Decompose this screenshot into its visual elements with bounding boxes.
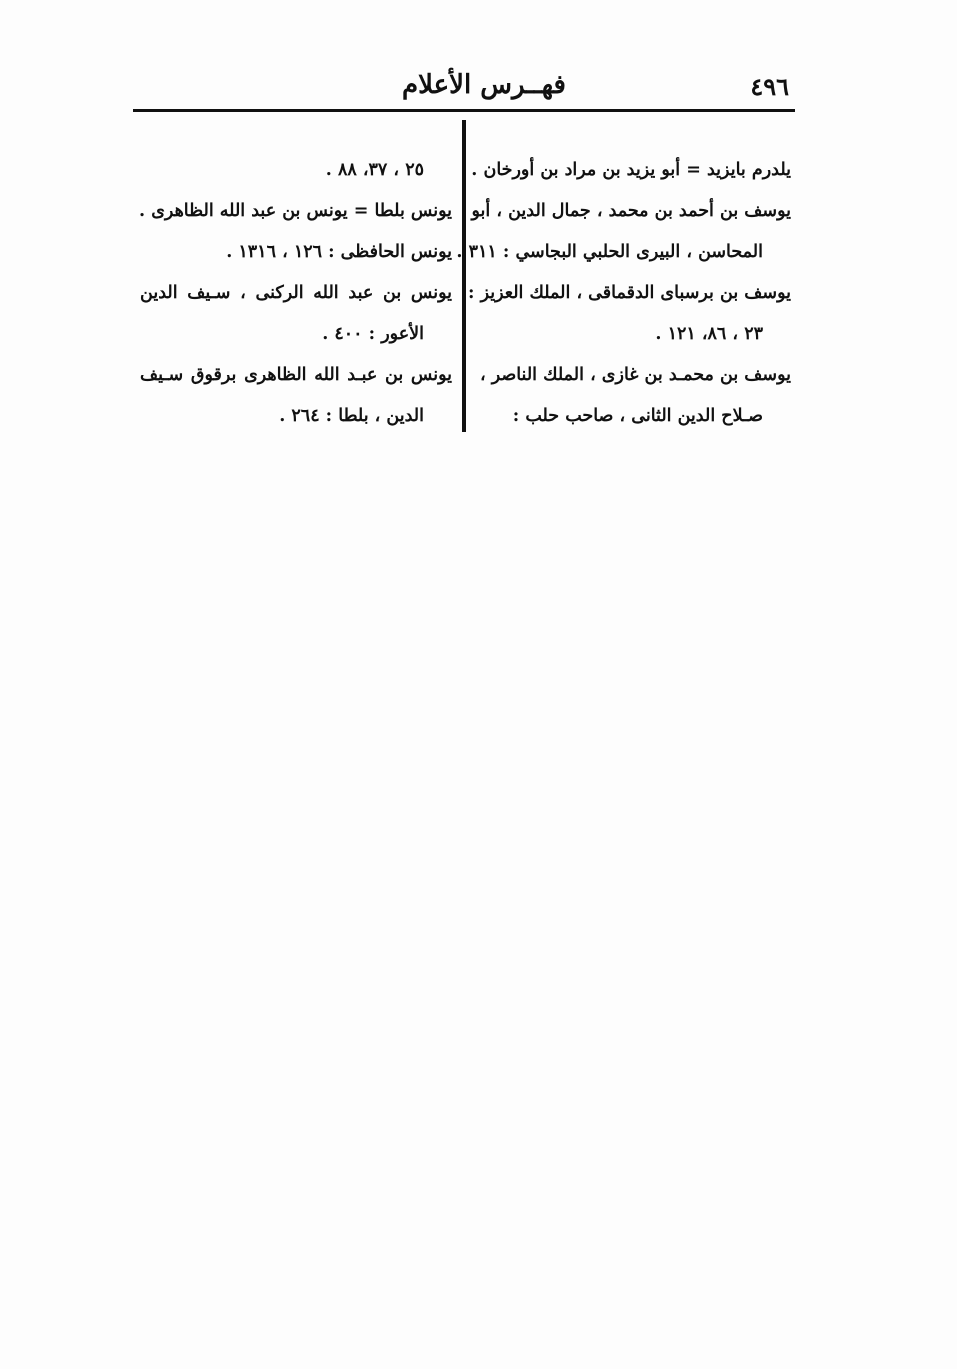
running-title: فهــرس الأعلام (402, 70, 566, 100)
page-number: ٤٩٦ (750, 72, 789, 101)
index-entry-line: يونس بلطا = يونس بن عبد الله الظاهرى . (139, 201, 452, 221)
page-header (133, 66, 795, 110)
index-entry-line: يوسف بن محمـد بن غازى ، الملك الناصر ، (479, 365, 791, 385)
index-entry-line: يوسف بن برسباى الدقماقى ، الملك العزيز : (468, 283, 791, 303)
index-entry-line: يونس الحافظى : ١٢٦ ، ١٣١٦ . (226, 242, 452, 262)
index-entry-line: الأعور : ٤٠٠ . (322, 324, 424, 344)
header-rule (133, 109, 795, 112)
index-column-left (140, 150, 452, 437)
index-entry-line: يوسف بن أحمد بن محمد ، جمال الدين ، أبو (471, 201, 791, 221)
index-entry-line: ٢٥ ، ٣٧، ٨٨ . (325, 160, 424, 180)
index-entry-line: يونس بن عبـد الله الظاهرى برقوق سـيف (140, 365, 452, 385)
index-entry-line: صـلاح الدين الثانى ، صاحب حلب : (512, 406, 763, 426)
index-entry-line: يونس بن عبد الله الركنى ، سـيف الدين (140, 283, 452, 303)
index-entry-line: ٢٣ ، ٨٦، ١٢١ . (655, 324, 763, 344)
index-entry-line: المحاسن ، البيرى الحلبي البجاسي : ٣١١ . (456, 242, 763, 262)
index-entry-line: يلدرم بايزيد = أبو يزيد بن مراد بن أورخان . (471, 160, 791, 180)
index-column-right (456, 150, 791, 437)
column-divider (462, 120, 466, 432)
index-entry-line: الدين ، بلطا : ٢٦٤ . (279, 406, 424, 426)
